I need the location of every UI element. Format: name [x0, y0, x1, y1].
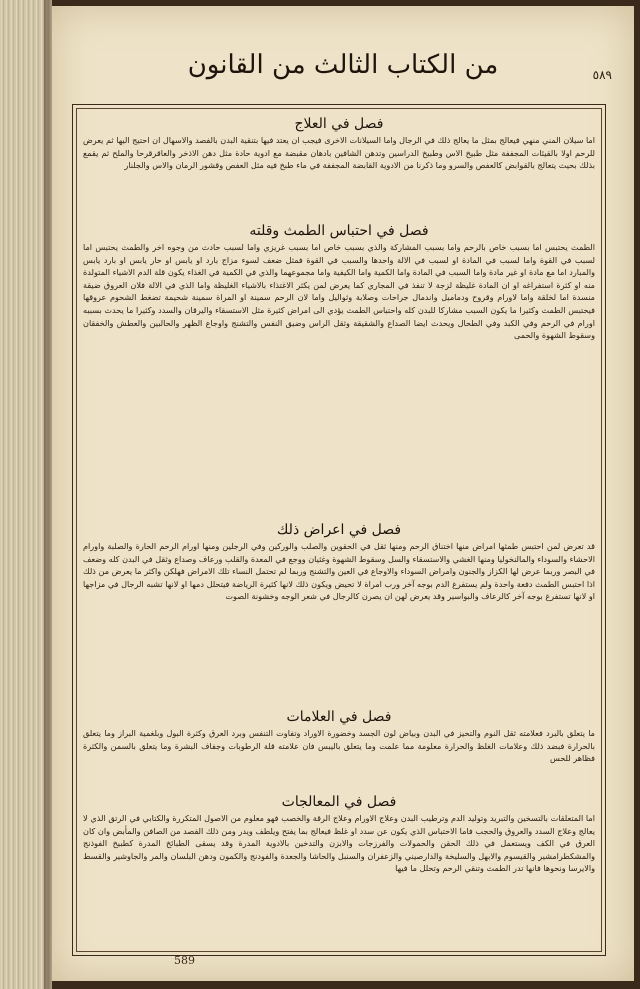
section-text-signs: ما يتعلق بالبرد فعلامته ثقل النوم والتحيز في البدن وبياض لون الجسد وخضورة الاوراد وتفاوت التنفس وبرد العرق وكثرة البول وبلغمية البراز وما يتعلق بالحرارة فبضد ذلك وعلامات الغلظ والحرارة معلومة مما علمت وما يتعلق باليبس فان علامته قلة الرطوبات وجفاف البشرة وما يتعلق بالسمن والكثرة فظاهر للحس [83, 728, 595, 764]
section-heading-treatment: فصل في العلاج [294, 116, 384, 132]
section-heading-signs: فصل في العلامات [286, 709, 392, 725]
section-heading-symptoms: فصل في اعراض ذلك [276, 522, 402, 538]
section-text-menstrual-retention: الطمث يحتبس اما بسبب خاص بالرحم واما بسبب المشاركة والذي بسبب خاص اما بسبب غريزي واما لسبب حادث من وجوه اخر والطمث يحتبس اما لسبب في القوة واما لسبب في المادة او لسبب في الالة واحدها والسبب في القوة فمثل ضعف لسوء مزاج بارد او يابس او حار يابس او بارد يابس والمبارد اما مع مادة او غير مادة واما السبب في المادة واما الكمية واما الكيفية واما مجموعهما والذي في الكمية في الغذاء يكون قلة الدم الاشياء المتولدة منه او كثرة استفراغه او ان المادة غليظة لزجة لا تنفذ في المجاري كما يعرض لمن يكثر الاغتذاء بالاشياء الغليظة واما الذي في الالة فلان العروق ضيقة منسدة اما لخلقة واما لاورام وقروح ودماميل واندمال جراحات وصلابة وثواليل واما لان الرحم سمينة او المراة سمينة شحيمة تضغط الشحوم عروقها فيحتبس الطمث وكثيرا ما يكون السبب مشاركا للبدن كله واحتباس الطمث يؤدي الى امراض كثيرة مثل الاستسقاء واليرقان والسدد وكثيرا ما يحدث بسببه اورام في الرحم وفي الكبد وفي الطحال ويحدث ايضا الصداع والشقيقة وثقل الراس وضيق النفس والتشنج واوجاع الظهر والحالبين والعطش والخفقان وسقوط الشهوة والحمى [83, 242, 595, 341]
page-number-bottom: 589 [174, 954, 195, 967]
section-heading-menstrual-retention: فصل في احتباس الطمث وقلته [249, 223, 429, 239]
manuscript-page [52, 6, 634, 981]
running-head: من الكتاب الثالث من القانون [187, 50, 499, 80]
section-text-symptoms: قد تعرض لمن احتبس طمثها امراض منها اختناق الرحم ومنها ثقل في الحقوين والصلب والوركين وفي الرجلين ومنها اورام الرحم الحارة والصلبة واورام الاحشاء والسوداء والمالنخوليا ومنها الغشي والاستسقاء والسل وسقوط الشهوة وغثيان ووجع في المعدة والقلب ورعاف وصداع وثقل في البدن كله وضعف في البصر وربما عرض لها الكزاز والجنون وامراض السوداء والاوجاع في العين والتشنج وربما لم تحتمل النساء تلك الامراض فهلكن واكثر ما يعرض من ذلك اذا احتبس الطمث دفعة واحدة ولم يستفرغ الدم بوجه آخر ورب امراة لا تحيض ويكون ذلك لانها كثيرة الرياضة فيتحلل دمها او لانها تشبه الرجال في مزاجها او لانها تستفرغ بوجه آخر كالرعاف والبواسير وقد يعرض لهن ان يصرن كالرجال في شعر الوجه وخشونة الصوت [83, 541, 595, 602]
section-text-treatment: اما سيلان المني منهي فيعالج بمثل ما يعالج ذلك في الرجال واما السيلانات الاخرى فيجب ان يعتد فيها بتنقية البدن بالفصد والاسهال ان احتيج اليها ثم يعرض للرحم اولا بالقيئات المجففة مثل طبيخ الاس وطبيخ الدراسين وتدهن الشافين بادهان مقبضة مع ادوية حادة مثل دهن الاذخر والعاقرقرحا والملح ثم يقمع بذلك بحيث يتعالج بالقوابض كالعفص والسرو وما ذكرنا من الادوية القابضة المجففة في ماء طبخ فيه مثل العفص وقشور الرمان والاس والجلنار [83, 135, 595, 171]
text-frame-inner [76, 108, 602, 952]
text-frame [72, 104, 606, 956]
page-number-top: ٥٨٩ [592, 68, 612, 82]
section-heading-remedies: فصل في المعالجات [281, 794, 397, 810]
section-text-remedies: اما المتعلقات بالتسخين والتبريد وتوليد الدم وترطيب البدن وعلاج الاورام وعلاج الرقة والخصب فهو معلوم من الاصول المتكررة والكتابي في الرتق الذي لا يعالج وعلاج السدد والعروق والحجب فاما الاحتباس الذي يكون عن سدد او غلظ فيعالج بما يفتح ويلطف ويدر ومن ذلك الفصد من الصافن والمأبض وان كان العرق في الكف ويستعمل في ذلك الحقن والحمولات والفرزجات والابزن والتدخين بالادوية المدرة وقد يسقى الطبائخ المدرة كطبيخ الفوذنج والمشكطرامشير والقيسوم والابهل والسليخة والدارصيني والزعفران والسنبل والحاشا والجعدة والفودنج والكمون ودهن البلسان والمر والجاوشير والقسط والايرسا ونحوها فانها تدر الطمث وتنقي الرحم وتحلل ما فيها [83, 813, 595, 874]
